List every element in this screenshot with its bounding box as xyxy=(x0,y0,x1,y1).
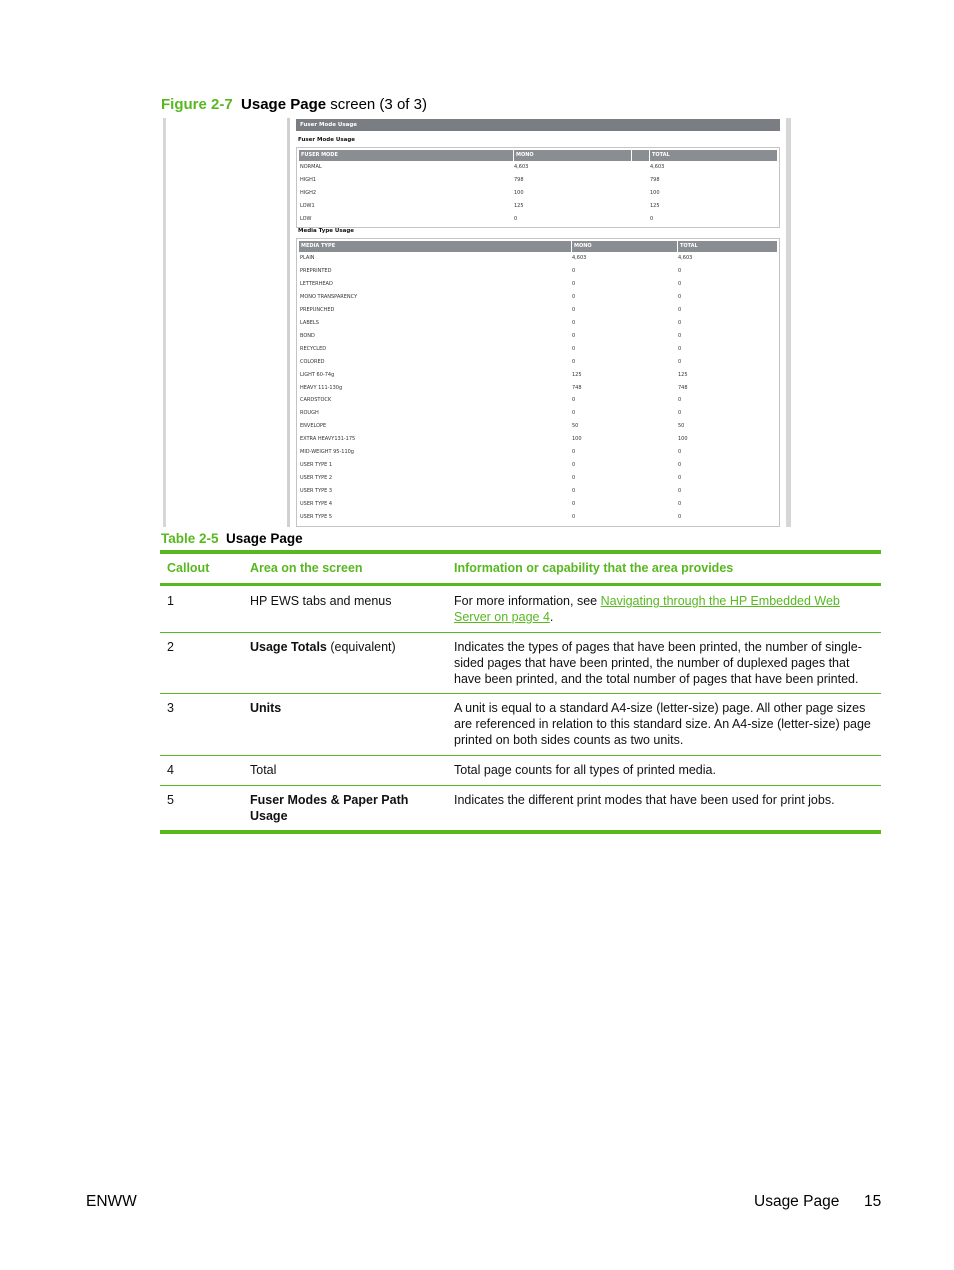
screenshot-cell: 50 xyxy=(678,423,685,430)
screenshot-cell: NORMAL xyxy=(300,164,322,170)
row2-area xyxy=(250,639,440,655)
media-col-type: MEDIA TYPE xyxy=(301,243,336,249)
row4-info: Total page counts for all types of printed media. xyxy=(454,763,716,777)
screenshot-table-row xyxy=(299,511,777,524)
row2-info: Indicates the types of pages that have been printed, the number of single-sided pages that have been printed, the number of duplexed pages that have been printed, and the total number of pages that have been printed. xyxy=(454,640,862,686)
screenshot-table-row xyxy=(299,382,777,395)
screenshot-cell: HIGH1 xyxy=(300,176,317,183)
screenshot-cell: LABELS xyxy=(300,319,319,326)
screenshot-cell: USER TYPE 4 xyxy=(300,501,333,508)
screenshot-cell: 0 xyxy=(572,319,576,326)
table-title: Usage Page xyxy=(226,531,303,546)
figure-caption xyxy=(161,96,427,113)
screenshot-table-row xyxy=(299,498,777,511)
row4-area: Total xyxy=(250,763,277,777)
table-top-rule xyxy=(160,550,881,554)
screenshot-cell: 50 xyxy=(572,423,579,430)
screenshot-cell: 0 xyxy=(678,514,682,520)
screenshot-cell: COLORED xyxy=(300,358,325,365)
screenshot-cell: BOND xyxy=(300,332,315,339)
screenshot-cell: 125 xyxy=(514,202,524,209)
row1-info xyxy=(454,593,876,625)
th-info: Information or capability that the area provides xyxy=(454,561,734,575)
screenshot-cell: 0 xyxy=(572,397,576,404)
fuser-table-header xyxy=(299,150,777,161)
screenshot-cell: 0 xyxy=(678,319,682,326)
screenshot-cell: 100 xyxy=(572,436,582,443)
screenshot-table-row xyxy=(299,187,777,200)
screenshot-cell: 125 xyxy=(572,371,582,378)
screenshot-table-row xyxy=(299,174,777,187)
screenshot-cell: LETTERHEAD xyxy=(300,280,333,287)
screenshot-cell: 0 xyxy=(678,267,682,274)
figure-title-bold: Usage Page xyxy=(241,96,327,113)
screenshot-cell: 0 xyxy=(678,306,682,313)
screenshot-cell: 0 xyxy=(572,332,576,339)
row5-area-bold: Fuser Modes & Paper Path Usage xyxy=(250,793,409,823)
screenshot-cell: 0 xyxy=(678,488,682,495)
row5-info: Indicates the different print modes that have been used for print jobs. xyxy=(454,793,835,807)
screenshot-cell: PLAIN xyxy=(300,255,315,261)
screenshot-cell: 125 xyxy=(650,202,660,209)
row1-info-link[interactable]: Navigating through the HP Embedded Web Server on page 4 xyxy=(454,594,840,624)
screenshot-table-row xyxy=(299,369,777,382)
screenshot-cell: 0 xyxy=(678,475,682,482)
screenshot-cell: 798 xyxy=(514,176,524,183)
screenshot-cell: 0 xyxy=(678,410,682,417)
page-number: 15 xyxy=(864,1193,882,1210)
row3-area-bold: Units xyxy=(250,701,282,715)
screenshot-cell: 0 xyxy=(678,293,682,300)
screenshot-cell: HEAVY 111-130g xyxy=(300,384,343,391)
media-col-mono: MONO xyxy=(571,241,677,252)
table-label: Table 2-5 xyxy=(161,531,219,546)
screenshot-cell: 0 xyxy=(678,449,682,456)
row1-area: HP EWS tabs and menus xyxy=(250,594,392,608)
row4-callout: 4 xyxy=(167,763,174,777)
screenshot-table-row xyxy=(299,433,777,446)
section-title-bar: Fuser Mode Usage xyxy=(296,119,780,131)
screenshot-cell: 0 xyxy=(572,358,576,365)
screenshot-table-row xyxy=(299,394,777,407)
screenshot-cell: 0 xyxy=(572,501,576,508)
screenshot-cell: 0 xyxy=(572,306,576,313)
footer-left: ENWW xyxy=(86,1193,137,1210)
row2-callout: 2 xyxy=(167,640,174,654)
fuser-mode-table xyxy=(296,147,780,228)
screenshot-cell: 4,603 xyxy=(572,255,587,261)
row1-info-post: . xyxy=(549,610,554,624)
row1-callout: 1 xyxy=(167,594,174,608)
th-area: Area on the screen xyxy=(250,561,363,575)
screenshot-cell: USER TYPE 1 xyxy=(300,462,333,469)
screenshot-table-row xyxy=(299,485,777,498)
screenshot-table-row xyxy=(299,252,777,265)
media-table-header xyxy=(299,241,777,252)
screenshot-cell: EXTRA HEAVY131-175 xyxy=(300,436,356,443)
row5-area xyxy=(250,792,430,824)
row-divider xyxy=(160,632,881,633)
screenshot-cell: ROUGH xyxy=(300,410,319,417)
screenshot-cell: 0 xyxy=(572,462,576,469)
screenshot-cell: 798 xyxy=(650,176,660,183)
screenshot-cell: 0 xyxy=(678,501,682,508)
row3-area xyxy=(250,700,440,716)
row-divider xyxy=(160,693,881,694)
table-bottom-rule xyxy=(160,830,881,834)
screenshot-cell: 0 xyxy=(572,514,576,520)
row2-area-rest: (equivalent) xyxy=(326,640,396,654)
screenshot-cell: USER TYPE 3 xyxy=(300,488,333,495)
screenshot-cell: 0 xyxy=(572,410,576,417)
screenshot-table-row xyxy=(299,472,777,485)
screenshot-cell: LOW xyxy=(300,215,312,222)
screenshot-cell: 4,603 xyxy=(650,164,665,170)
screenshot-table-row xyxy=(299,317,777,330)
screenshot-cell: 0 xyxy=(572,293,576,300)
fuser-subtitle: Fuser Mode Usage xyxy=(298,137,355,143)
screenshot-table-row xyxy=(299,291,777,304)
figure-title-rest: screen (3 of 3) xyxy=(326,96,427,113)
screenshot-cell: 0 xyxy=(572,345,576,352)
screenshot-cell: PREPUNCHED xyxy=(300,306,335,313)
table-header-rule xyxy=(160,583,881,586)
screenshot-table-row xyxy=(299,304,777,317)
screenshot-table-row xyxy=(299,161,777,174)
media-col-total: TOTAL xyxy=(677,241,779,252)
screenshot-cell: 0 xyxy=(572,488,576,495)
screenshot-cell: 748 xyxy=(572,384,582,391)
figure-label: Figure 2-7 xyxy=(161,96,233,113)
screenshot-table-row xyxy=(299,407,777,420)
screenshot-cell: 0 xyxy=(678,280,682,287)
table-caption xyxy=(161,531,303,546)
screenshot-table-row xyxy=(299,343,777,356)
row5-callout: 5 xyxy=(167,793,174,807)
row3-info: A unit is equal to a standard A4-size (letter-size) page. All other page sizes are referenced in relation to this standard size. An A4-size (letter-size) page printed on both sides counts as two units. xyxy=(454,701,871,747)
screenshot-cell: 0 xyxy=(678,358,682,365)
screenshot-cell: 100 xyxy=(678,436,688,443)
screenshot-cell: LOW1 xyxy=(300,202,315,209)
fuser-col-mode: FUSER MODE xyxy=(301,152,338,158)
screenshot-cell: 0 xyxy=(678,345,682,352)
row2-area-bold: Usage Totals xyxy=(250,640,327,654)
screenshot-cell: 4,603 xyxy=(514,164,529,170)
screenshot-table-row xyxy=(299,420,777,433)
screenshot-table-row xyxy=(299,330,777,343)
screenshot-cell: 0 xyxy=(572,449,576,456)
media-subtitle: Media Type Usage xyxy=(298,228,355,234)
screenshot-cell: LIGHT 60-74g xyxy=(300,371,335,378)
screenshot-table-row xyxy=(299,356,777,369)
screenshot-cell: 0 xyxy=(650,215,654,222)
screenshot-cell: CARDSTOCK xyxy=(300,397,332,404)
screenshot-table-row xyxy=(299,200,777,213)
screenshot-cell: USER TYPE 5 xyxy=(300,514,333,520)
screenshot-cell: 0 xyxy=(572,280,576,287)
screenshot-table-row xyxy=(299,213,777,226)
media-type-table xyxy=(296,238,780,527)
row-divider xyxy=(160,755,881,756)
fuser-col-mono: MONO xyxy=(513,150,631,161)
screenshot-cell: 0 xyxy=(572,475,576,482)
row1-info-pre: For more information, see xyxy=(454,594,601,608)
screenshot-cell: 0 xyxy=(678,462,682,469)
screenshot-cell: MID-WEIGHT 95-110g xyxy=(300,449,354,456)
screenshot-cell: 0 xyxy=(678,332,682,339)
screenshot-table-row xyxy=(299,278,777,291)
row-divider xyxy=(160,785,881,786)
screenshot-cell: PREPRINTED xyxy=(300,267,332,274)
screenshot-table-row xyxy=(299,265,777,278)
screenshot-cell: RECYCLED xyxy=(300,345,327,352)
th-callout: Callout xyxy=(167,561,210,575)
screenshot-cell: 0 xyxy=(514,215,518,222)
screenshot-cell: 0 xyxy=(572,267,576,274)
screenshot-cell: 0 xyxy=(678,397,682,404)
screenshot-table-row xyxy=(299,459,777,472)
usage-page-screenshot xyxy=(163,118,791,528)
screenshot-table-row xyxy=(299,446,777,459)
screenshot-cell: MONO TRANSPARENCY xyxy=(300,293,358,300)
screenshot-cell: 125 xyxy=(678,371,688,378)
row3-callout: 3 xyxy=(167,701,174,715)
screenshot-cell: 100 xyxy=(514,189,524,196)
screenshot-cell: 4,603 xyxy=(678,255,693,261)
fuser-col-blank xyxy=(631,150,649,161)
screenshot-cell: 748 xyxy=(678,384,688,391)
usage-panel xyxy=(295,118,781,527)
screenshot-cell: 100 xyxy=(650,189,660,196)
left-frame-bar xyxy=(163,118,166,527)
screenshot-cell: HIGH2 xyxy=(300,189,317,196)
scrollbar[interactable] xyxy=(786,118,791,527)
footer-title: Usage Page xyxy=(754,1193,840,1210)
screenshot-cell: ENVELOPE xyxy=(300,423,327,430)
screenshot-cell: USER TYPE 2 xyxy=(300,475,333,482)
fuser-col-total: TOTAL xyxy=(649,150,779,161)
nav-separator xyxy=(287,118,290,527)
